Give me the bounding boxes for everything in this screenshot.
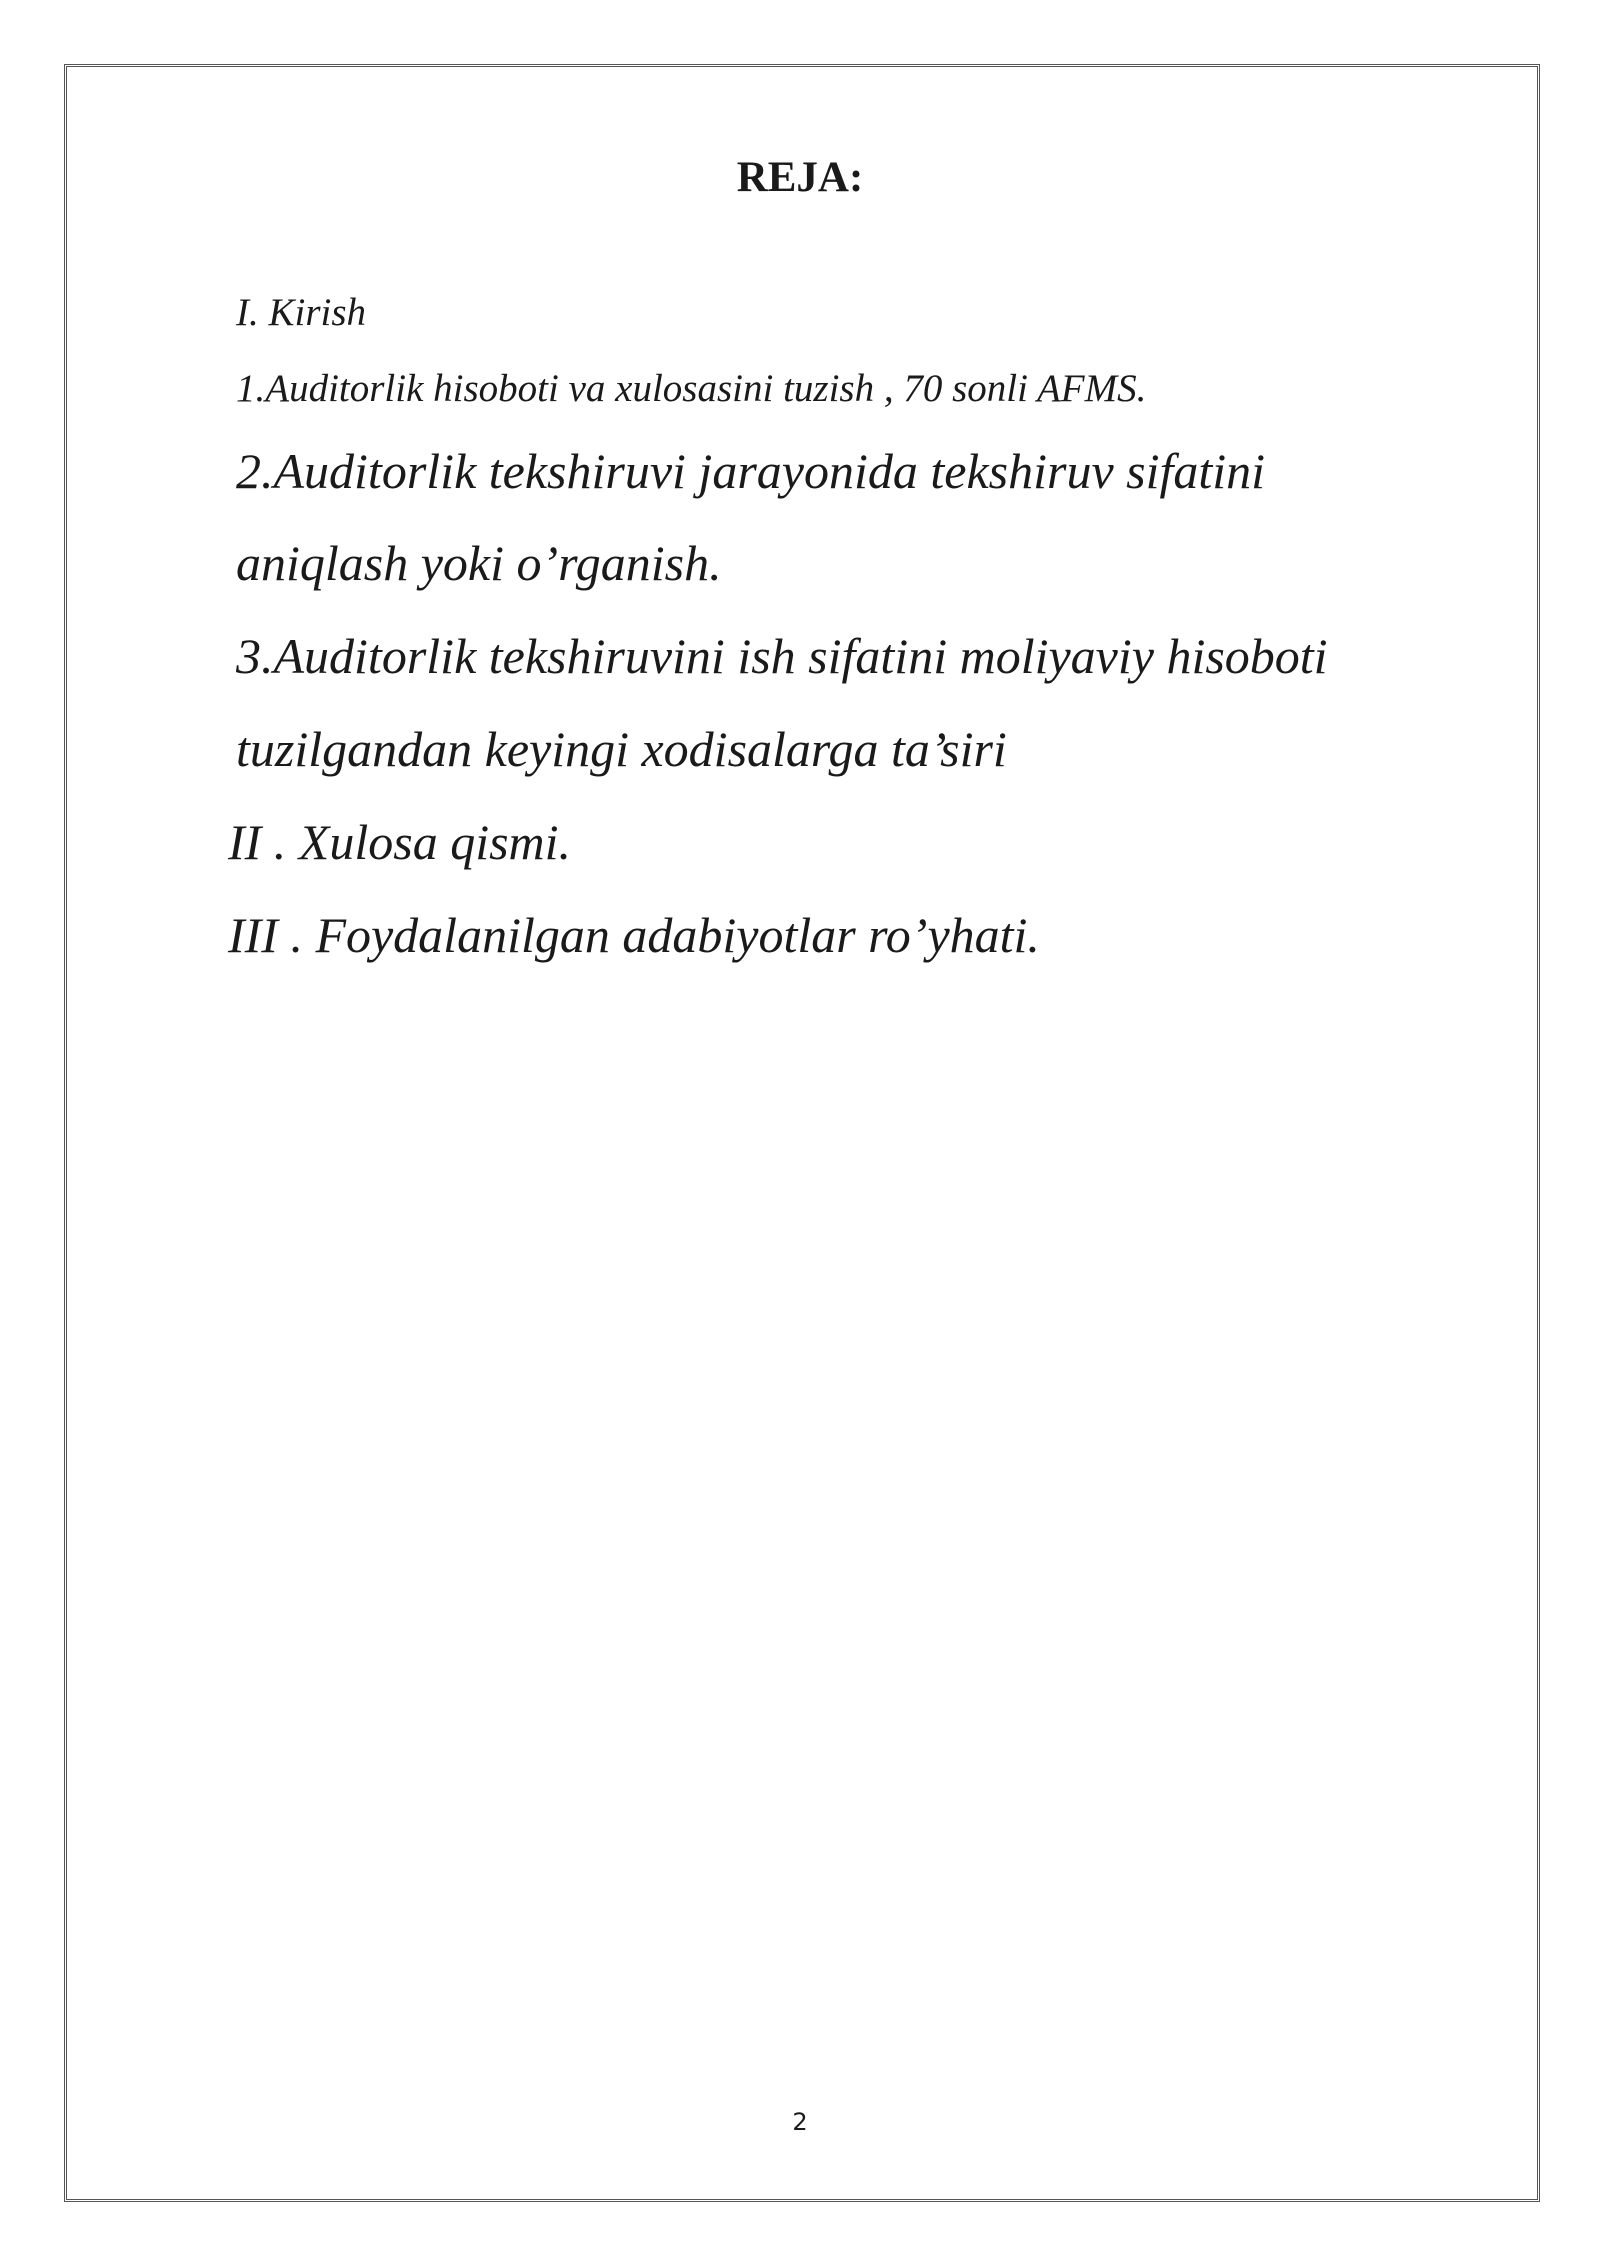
plan-item-2-line-2: aniqlash yoki o’rganish. (236, 535, 722, 591)
plan-item-2-line-1: 2.Auditorlik tekshiruvi jarayonida tekshiruv sifatini (236, 443, 1266, 499)
plan-item-conclusion: II . Xulosa qismi. (228, 814, 572, 870)
plan-item-3-line-2: tuzilgandan keyingi xodisalarga ta’siri (236, 721, 1007, 777)
plan-item-intro: I. Kirish (236, 291, 367, 334)
plan-item-1: 1.Auditorlik hisoboti va xulosasini tuzish , 70 sonli AFMS. (236, 367, 1147, 410)
page-number: 2 (792, 2108, 808, 2136)
page-title: REJA: (736, 154, 864, 201)
plan-item-references: III . Foydalanilgan adabiyotlar ro’yhati. (228, 907, 1040, 963)
plan-item-3-line-1: 3.Auditorlik tekshiruvini ish sifatini moliyaviy hisoboti (236, 628, 1328, 684)
